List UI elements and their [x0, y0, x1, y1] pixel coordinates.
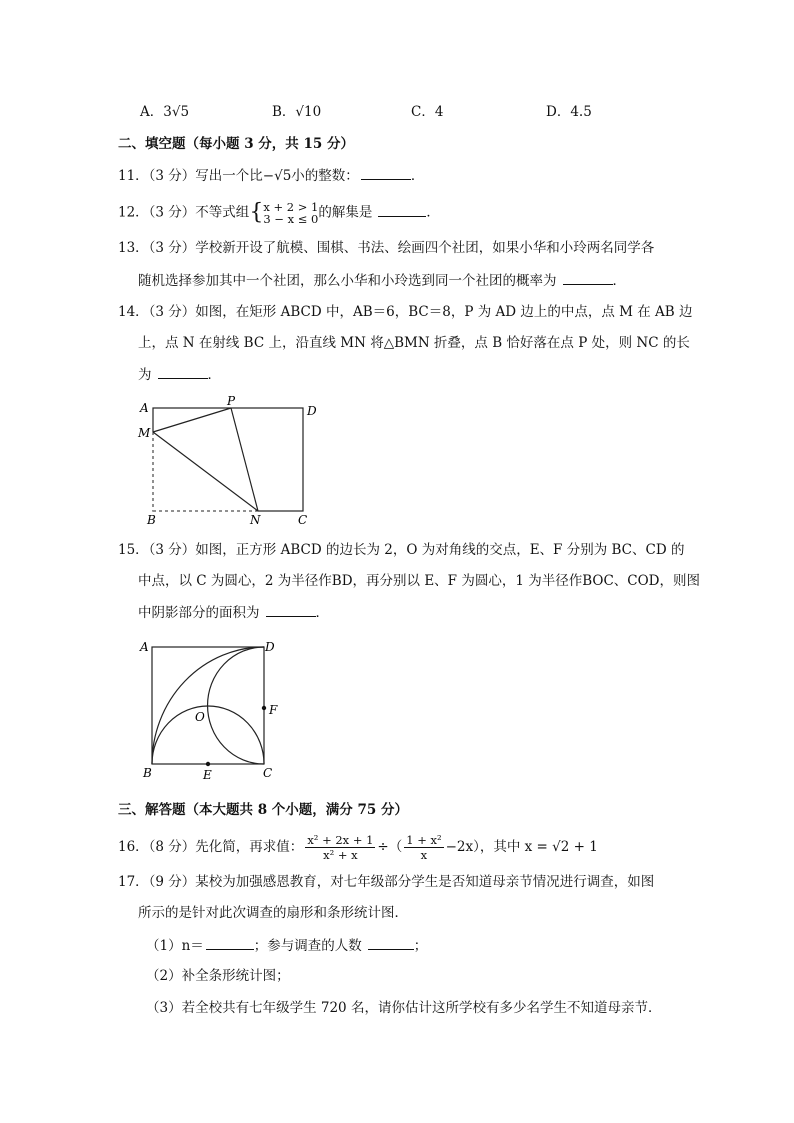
section2-title: 二、填空题（每小题 3 分，共 15 分）	[118, 136, 354, 152]
q12-text: 12．（3 分）不等式组	[118, 204, 250, 221]
label-m: M	[138, 426, 151, 440]
frac1-denominator: x² + x	[323, 848, 358, 862]
q12	[118, 201, 440, 225]
label-f: F	[269, 703, 278, 717]
q13-line1: 13．（3 分）学校新开设了航模、围棋、书法、绘画四个社团，如果小华和小玲两名同学各	[118, 240, 655, 256]
q15-answer-blank[interactable]	[266, 602, 316, 617]
q16-fraction-1	[305, 833, 375, 862]
label-c: C	[298, 513, 308, 527]
segment-mn	[153, 432, 258, 511]
q14-line1: 14．（3 分）如图，在矩形 ABCD 中，AB＝6，BC＝8，P 为 AD 边上的中点，点 M 在 AB 边	[118, 304, 693, 320]
label-b: B	[143, 766, 152, 780]
q15-end: ．	[315, 605, 329, 621]
segment-pn	[231, 408, 258, 511]
q14-line3	[138, 364, 221, 385]
q13-end: ．	[612, 273, 626, 289]
q17-sub3: （3）若全校共有七年级学生 720 名，请你估计这所学校有多少名学生不知道母亲节．	[146, 1000, 662, 1016]
label-d: D	[265, 640, 275, 654]
q17-sub2: （2）补全条形统计图；	[146, 968, 290, 984]
label-n: N	[250, 513, 261, 527]
q11-text: 11．（3 分）写出一个比−√5小的整数：	[118, 168, 359, 184]
q16-text: 16．（8 分）先化简，再求值：	[118, 839, 304, 855]
q12-ineq1: x + 2 > 1	[263, 200, 319, 214]
rect-abcd	[153, 408, 303, 511]
label-c: C	[263, 766, 273, 780]
q12-answer-blank[interactable]	[378, 202, 426, 217]
label-a: A	[140, 640, 149, 654]
q12-system	[263, 201, 318, 225]
q17-n-blank[interactable]	[206, 935, 254, 950]
q14-text: 为	[138, 367, 152, 383]
q16-fraction-2	[404, 833, 443, 862]
label-e: E	[203, 768, 212, 782]
point-e	[206, 762, 210, 766]
q17-sub1-count: ；参与调查的人数	[253, 938, 362, 954]
q16-tail: −2x），其中 x = √2 + 1	[445, 839, 598, 855]
q12-suffix: 的解集是	[318, 204, 373, 221]
brace: {	[249, 200, 264, 225]
q15-figure	[135, 636, 295, 784]
q12-ineq2: 3 − x ≤ 0	[263, 212, 319, 226]
q14-answer-blank[interactable]	[158, 364, 208, 379]
q13-text: 随机选择参加其中一个社团，那么小华和小玲选到同一个社团的概率为	[138, 273, 557, 289]
q14-line2: 上，点 N 在射线 BC 上，沿直线 MN 将△BMN 折叠，点 B 恰好落在点 P 处，则 NC 的长	[138, 335, 690, 351]
q10-option-d: D．4.5	[546, 104, 592, 120]
q10-option-c: C．4	[411, 104, 444, 120]
frac1-numerator: x² + 2x + 1	[307, 833, 374, 847]
q16-divide: ÷（	[377, 839, 403, 855]
label-b: B	[147, 513, 156, 527]
q17-sub1-end: ；	[413, 938, 428, 954]
q11-end: ．	[410, 168, 425, 184]
q14-figure	[130, 392, 330, 532]
label-a: A	[140, 401, 149, 415]
label-d: D	[307, 404, 317, 418]
q10-option-a: A．3√5	[140, 104, 190, 120]
arc-cod	[208, 647, 264, 764]
frac2-denominator: x	[420, 848, 428, 862]
q13-line2	[138, 270, 626, 291]
q17-count-blank[interactable]	[368, 935, 414, 950]
q17-line2: 所示的是针对此次调查的扇形和条形统计图．	[138, 905, 408, 921]
q11	[118, 165, 424, 186]
q14-end: ．	[207, 367, 221, 383]
label-p: P	[227, 394, 236, 408]
q11-answer-blank[interactable]	[361, 165, 411, 180]
frac2-numerator: 1 + x²	[406, 833, 442, 847]
q17-line1: 17．（9 分）某校为加强感恩教育，对七年级部分学生是否知道母亲节情况进行调查，如图	[118, 874, 655, 890]
q17-sub1-n: （1）n＝	[146, 938, 204, 954]
q15-text: 中阴影部分的面积为	[138, 605, 260, 621]
label-o: O	[195, 710, 205, 724]
q16	[118, 831, 598, 863]
segment-mp	[153, 408, 231, 432]
q12-end: ．	[426, 204, 440, 221]
point-f	[262, 706, 266, 710]
section3-title: 三、解答题（本大题共 8 个小题，满分 75 分）	[118, 802, 408, 818]
q15-line2: 中点，以 C 为圆心，2 为半径作BD，再分别以 E、F 为圆心，1 为半径作BOC、COD，则图	[138, 573, 701, 589]
q17-sub1	[146, 935, 427, 956]
q10-option-b: B．√10	[272, 104, 322, 120]
q15-line3	[138, 602, 329, 623]
q13-answer-blank[interactable]	[563, 270, 613, 285]
q15-line1: 15．（3 分）如图，正方形 ABCD 的边长为 2，O 为对角线的交点，E、F 分别为 BC、CD 的	[118, 542, 685, 558]
